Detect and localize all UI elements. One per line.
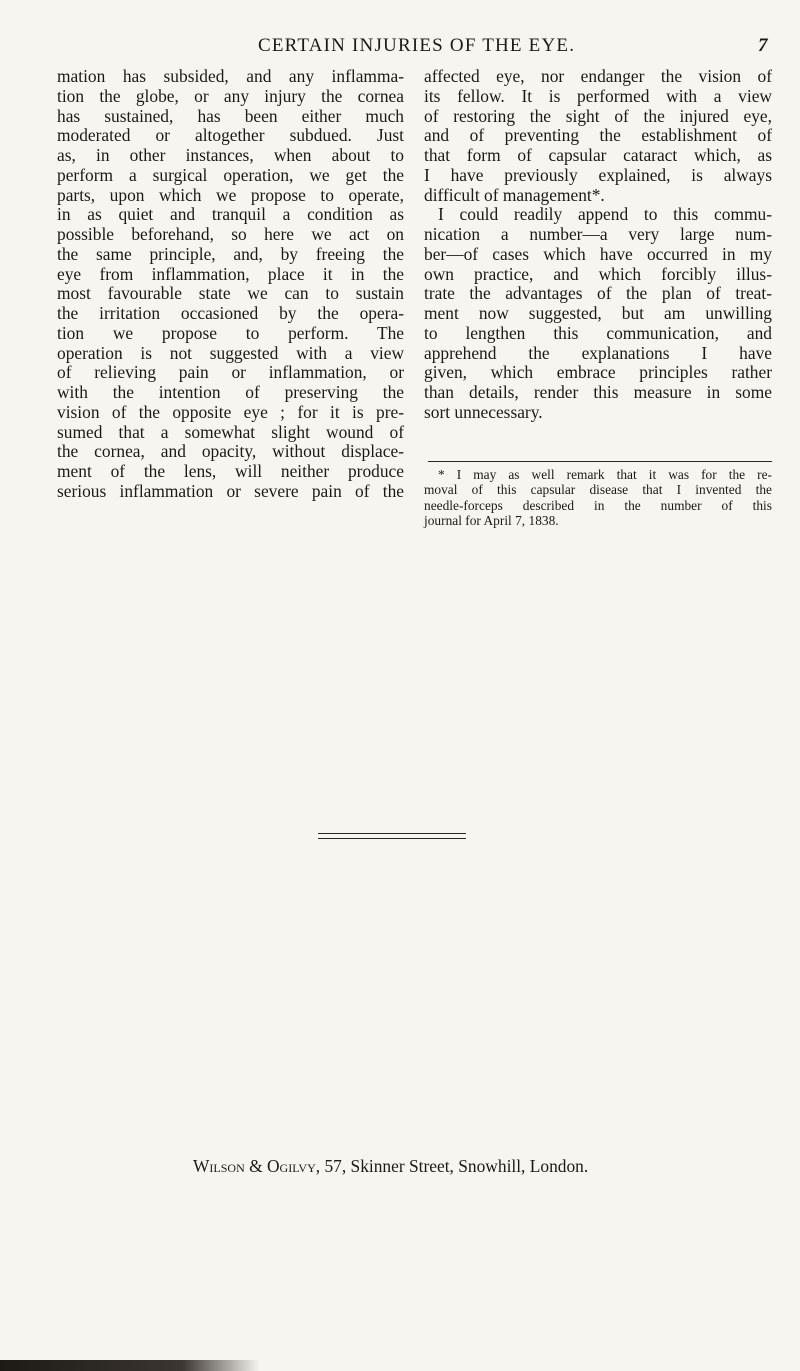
running-header-title: CERTAIN INJURIES OF THE EYE. (258, 35, 576, 56)
body-text-line: tion the globe, or any injury the cornea (57, 85, 404, 106)
body-text-line: given, which embrace principles rather (424, 362, 772, 383)
printer-address: 57, Skinner Street, Snowhill, London. (320, 1156, 589, 1176)
end-of-article-rule (318, 838, 466, 839)
body-text-line: ber—of cases which have occurred in my (424, 243, 772, 264)
body-text-line: nication a number—a very large num- (424, 224, 772, 244)
body-text-line: ment now suggested, but am unwilling (424, 303, 772, 323)
body-text-line: tion we propose to perform. The (57, 322, 404, 343)
body-text-line: most favourable state we can to sustain (57, 283, 404, 304)
scan-edge-shadow (0, 1360, 260, 1371)
body-text-line: its fellow. It is performed with a view (424, 85, 772, 106)
body-text-line: own practice, and which forcibly illus- (424, 263, 772, 284)
body-text-line: perform a surgical operation, we get the (57, 164, 404, 185)
body-text-line: the cornea, and opacity, without displace- (57, 441, 404, 462)
body-text-line: of restoring the sight of the injured eye, (424, 105, 772, 126)
footnote-line: needle-forceps described in the number of this (424, 497, 772, 513)
body-text-line: apprehend the explanations I have (424, 342, 772, 363)
body-text-line: affected eye, nor endanger the vision of (424, 66, 772, 86)
body-text-line: and of preventing the establishment of (424, 125, 772, 146)
body-text-line: operation is not suggested with a view (57, 342, 404, 363)
printer-imprint (193, 1156, 588, 1177)
body-text-line: of relieving pain or inflammation, or (57, 362, 404, 383)
paragraph-start-line: I could readily append to this commu- (438, 204, 772, 225)
body-text-line: trate the advantages of the plan of treat- (424, 283, 772, 304)
body-text-line: as, in other instances, when about to (57, 145, 404, 165)
footnote-line: moval of this capsular disease that I invented the (424, 482, 772, 498)
left-text-column (57, 67, 404, 502)
body-text-line: with the intention of preserving the (57, 382, 404, 402)
body-text-line: than details, render this measure in some (424, 382, 772, 402)
body-text-line: eye from inflammation, place it in the (57, 263, 404, 284)
body-text-line: vision of the opposite eye ; for it is pre- (57, 401, 404, 422)
body-text-line: difficult of management*. (424, 184, 605, 205)
footnote-line: * I may as well remark that it was for the re- (438, 467, 772, 482)
body-text-line: the irritation occasioned by the opera- (57, 303, 404, 323)
body-text-line: has sustained, has been either much (57, 105, 404, 126)
body-text-line: mation has subsided, and any inflamma- (57, 66, 404, 86)
body-text-line: ment of the lens, will neither produce (57, 461, 404, 481)
right-text-column (424, 67, 772, 423)
body-text-line: possible beforehand, so here we act on (57, 224, 404, 244)
footnote (424, 467, 772, 528)
printer-name: Wilson & Ogilvy, (193, 1156, 321, 1176)
body-text-line: moderated or altogether subdued. Just (57, 125, 404, 146)
body-text-line: the same principle, and, by freeing the (57, 243, 404, 264)
footnote-line: journal for April 7, 1838. (424, 512, 559, 528)
page-number: 7 (758, 35, 768, 56)
body-text-line: sort unnecessary. (424, 401, 543, 422)
body-text-line: serious inflammation or severe pain of the (57, 480, 404, 501)
body-text-line: I have previously explained, is always (424, 164, 772, 185)
body-text-line: sumed that a somewhat slight wound of (57, 421, 404, 442)
body-text-line: in as quiet and tranquil a condition as (57, 204, 404, 225)
body-text-line: to lengthen this communication, and (424, 322, 772, 343)
footnote-separator-rule (428, 461, 772, 462)
body-text-line: that form of capsular cataract which, as (424, 145, 772, 165)
end-of-article-rule (318, 833, 466, 834)
body-text-line: parts, upon which we propose to operate, (57, 184, 404, 205)
